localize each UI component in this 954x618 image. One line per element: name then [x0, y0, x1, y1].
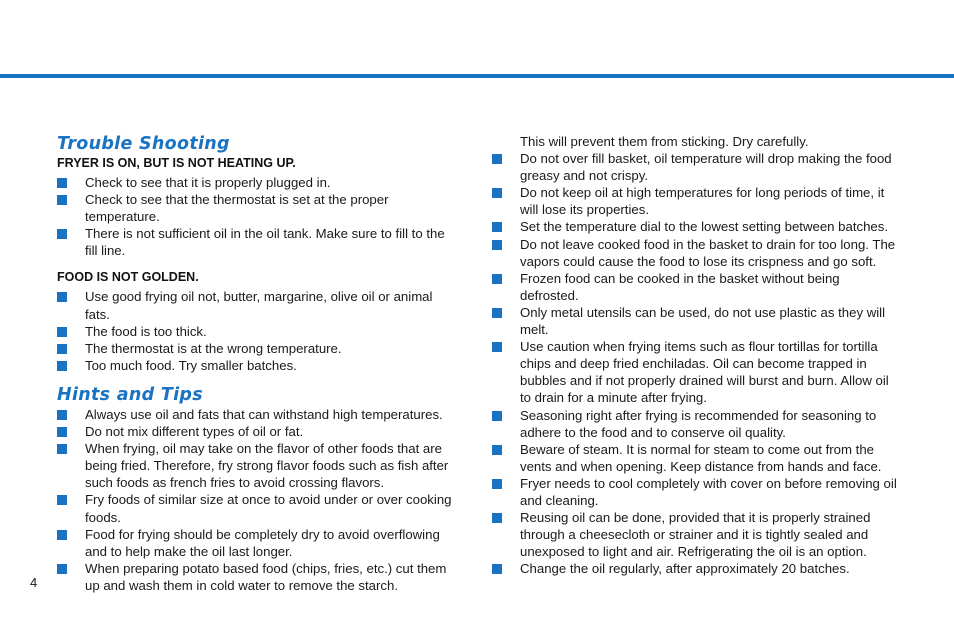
square-bullet-icon	[57, 495, 67, 505]
square-bullet-icon	[57, 564, 67, 574]
list-item: The food is too thick.	[57, 323, 457, 340]
square-bullet-icon	[57, 444, 67, 454]
list-item: Check to see that it is properly plugged in.	[57, 174, 457, 191]
list-item: When frying, oil may take on the flavor of other foods that are being fried. Therefore, fry strong flavor foods such as fish after such foods as french fries to avoid crossing flavors.	[57, 440, 457, 491]
list-item: The thermostat is at the wrong temperature.	[57, 340, 457, 357]
list-item: Do not over fill basket, oil temperature will drop making the food greasy and not crispy.	[492, 150, 897, 184]
square-bullet-icon	[57, 229, 67, 239]
square-bullet-icon	[492, 188, 502, 198]
section-heading-not-golden: FOOD IS NOT GOLDEN.	[57, 270, 199, 285]
list-item: Use good frying oil not, butter, margarine, olive oil or animal fats.	[57, 288, 457, 322]
list-item: Fry foods of similar size at once to avoid under or over cooking foods.	[57, 491, 457, 525]
square-bullet-icon	[492, 445, 502, 455]
square-bullet-icon	[492, 308, 502, 318]
list-item: Check to see that the thermostat is set at the proper temperature.	[57, 191, 457, 225]
hints-list-right	[492, 150, 897, 577]
square-bullet-icon	[57, 530, 67, 540]
list-item: Do not keep oil at high temperatures for long periods of time, it will lose its properties.	[492, 184, 897, 218]
list-item: Reusing oil can be done, provided that it is properly strained through a cheesecloth or strainer and it is tightly sealed and unexposed to light and air. Refrigerating the oil is an option.	[492, 509, 897, 560]
list-item: There is not sufficient oil in the oil tank. Make sure to fill to the fill line.	[57, 225, 457, 259]
trouble-shooting-title: Trouble Shooting	[57, 134, 230, 154]
square-bullet-icon	[57, 292, 67, 302]
square-bullet-icon	[492, 222, 502, 232]
list-item: When preparing potato based food (chips, fries, etc.) cut them up and wash them in cold water to remove the starch.	[57, 560, 457, 594]
list-item: Seasoning right after frying is recommended for seasoning to adhere to the food and to conserve oil quality.	[492, 407, 897, 441]
square-bullet-icon	[492, 342, 502, 352]
section-heading-not-heating: FRYER IS ON, BUT IS NOT HEATING UP.	[57, 156, 296, 170]
square-bullet-icon	[57, 327, 67, 337]
square-bullet-icon	[57, 410, 67, 420]
list-item: Food for frying should be completely dry to avoid overflowing and to help make the oil last longer.	[57, 526, 457, 560]
square-bullet-icon	[57, 361, 67, 371]
continued-text: This will prevent them from sticking. Dry carefully.	[520, 134, 809, 149]
list-item: Only metal utensils can be used, do not use plastic as they will melt.	[492, 304, 897, 338]
square-bullet-icon	[492, 274, 502, 284]
square-bullet-icon	[492, 240, 502, 250]
square-bullet-icon	[492, 513, 502, 523]
square-bullet-icon	[492, 564, 502, 574]
list-item: Fryer needs to cool completely with cover on before removing oil and cleaning.	[492, 475, 897, 509]
left-column	[57, 133, 457, 594]
list-item: Use caution when frying items such as flour tortillas for tortilla chips and deep fried enchiladas. Oil can become trapped in bubbles and if not properly drained will burst and burn. Allow oil to drain for a minute after frying.	[492, 338, 897, 406]
right-column	[492, 133, 897, 577]
list-item: Beware of steam. It is normal for steam to come out from the vents and when opening. Keep distance from hands and face.	[492, 441, 897, 475]
list-item: Frozen food can be cooked in the basket without being defrosted.	[492, 270, 897, 304]
header-rule	[0, 74, 954, 78]
list-item: Change the oil regularly, after approximately 20 batches.	[492, 560, 897, 577]
list-item: Always use oil and fats that can withstand high temperatures.	[57, 406, 457, 423]
square-bullet-icon	[57, 427, 67, 437]
square-bullet-icon	[57, 178, 67, 188]
list-item: Too much food. Try smaller batches.	[57, 357, 457, 374]
list-item: Do not mix different types of oil or fat.	[57, 423, 457, 440]
not-heating-list	[57, 174, 457, 259]
page-number: 4	[30, 575, 38, 590]
square-bullet-icon	[492, 479, 502, 489]
square-bullet-icon	[57, 344, 67, 354]
not-golden-list	[57, 288, 457, 373]
square-bullet-icon	[492, 411, 502, 421]
hints-list-left	[57, 406, 457, 594]
list-item: Do not leave cooked food in the basket to drain for too long. The vapors could cause the food to lose its crispness and go soft.	[492, 236, 897, 270]
square-bullet-icon	[492, 154, 502, 164]
list-item: Set the temperature dial to the lowest setting between batches.	[492, 218, 897, 235]
hints-and-tips-title: Hints and Tips	[57, 384, 203, 405]
square-bullet-icon	[57, 195, 67, 205]
